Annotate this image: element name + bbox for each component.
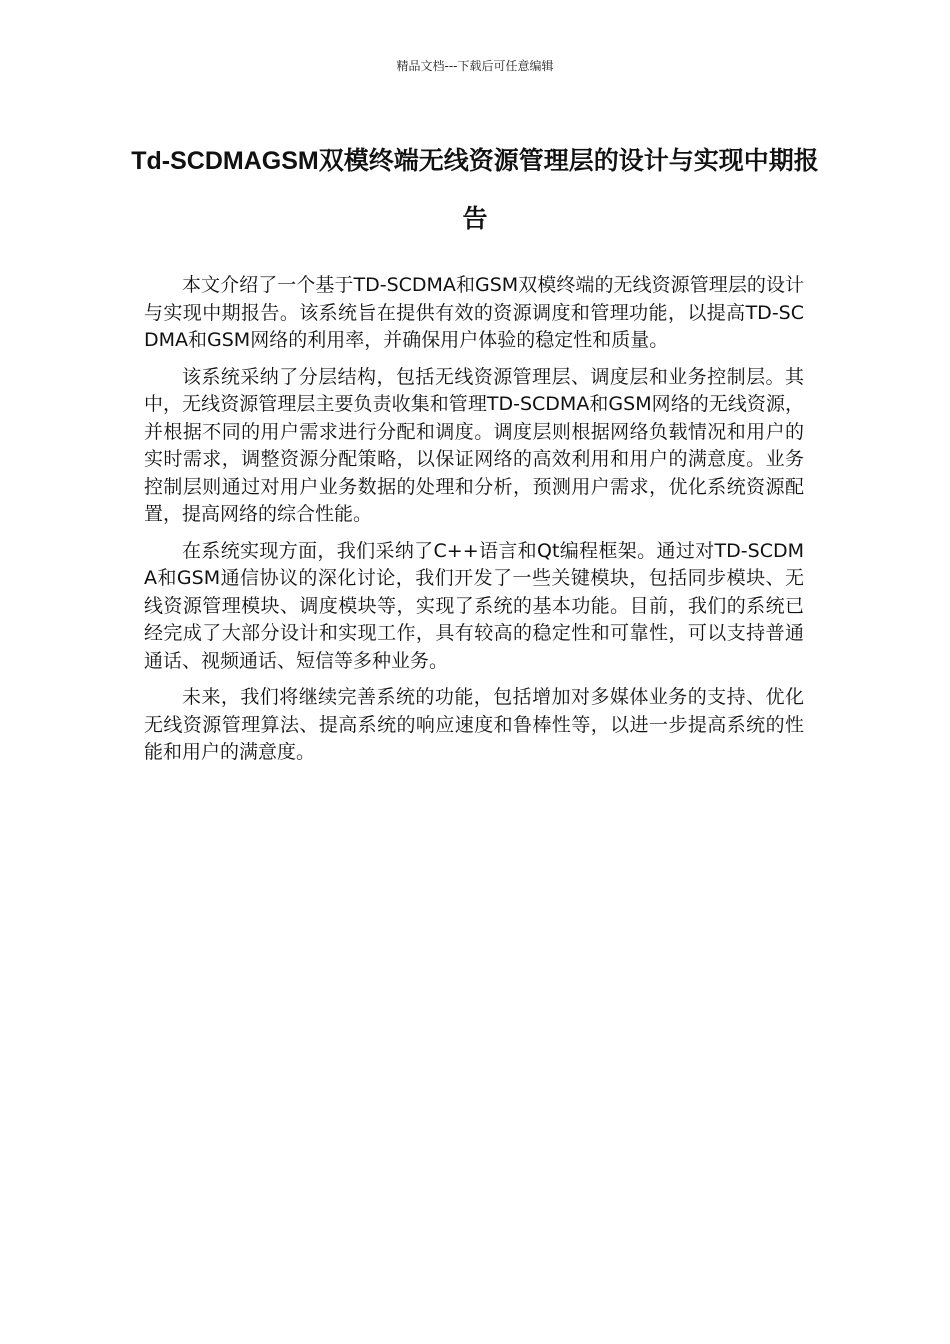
document-body	[144, 272, 804, 776]
paragraph: 该系统采纳了分层结构，包括无线资源管理层、调度层和业务控制层。其中，无线资源管理层主要负责收集和管理TD-SCDMA和GSM网络的无线资源，并根据不同的用户需求进行分配和调度。调度层则根据网络负载情况和用户的实时需求，调整资源分配策略，以保证网络的高效利用和用户的满意度。业务控制层则通过对用户业务数据的处理和分析，预测用户需求，优化系统资源配置，提高网络的综合性能。	[144, 365, 804, 525]
page-header: 精品文档---下载后可任意编辑	[396, 59, 554, 73]
paragraph: 未来，我们将继续完善系统的功能，包括增加对多媒体业务的支持、优化无线资源管理算法、提高系统的响应速度和鲁棒性等，以进一步提高系统的性能和用户的满意度。	[144, 686, 804, 763]
paragraph: 本文介绍了一个基于TD-SCDMA和GSM双模终端的无线资源管理层的设计与实现中期报告。该系统旨在提供有效的资源调度和管理功能，以提高TD-SCDMA和GSM网络的利用率，并确保用户体验的稳定性和质量。	[144, 274, 804, 351]
paragraph: 在系统实现方面，我们采纳了C++语言和Qt编程框架。通过对TD-SCDMA和GSM通信协议的深化讨论，我们开发了一些关键模块，包括同步模块、无线资源管理模块、调度模块等，实现了系统的基本功能。目前，我们的系统已经完成了大部分设计和实现工作，具有较高的稳定性和可靠性，可以支持普通通话、视频通话、短信等多种业务。	[144, 539, 804, 672]
document-title: Td-SCDMAGSM双模终端无线资源管理层的设计与实现中期报告	[131, 147, 819, 233]
